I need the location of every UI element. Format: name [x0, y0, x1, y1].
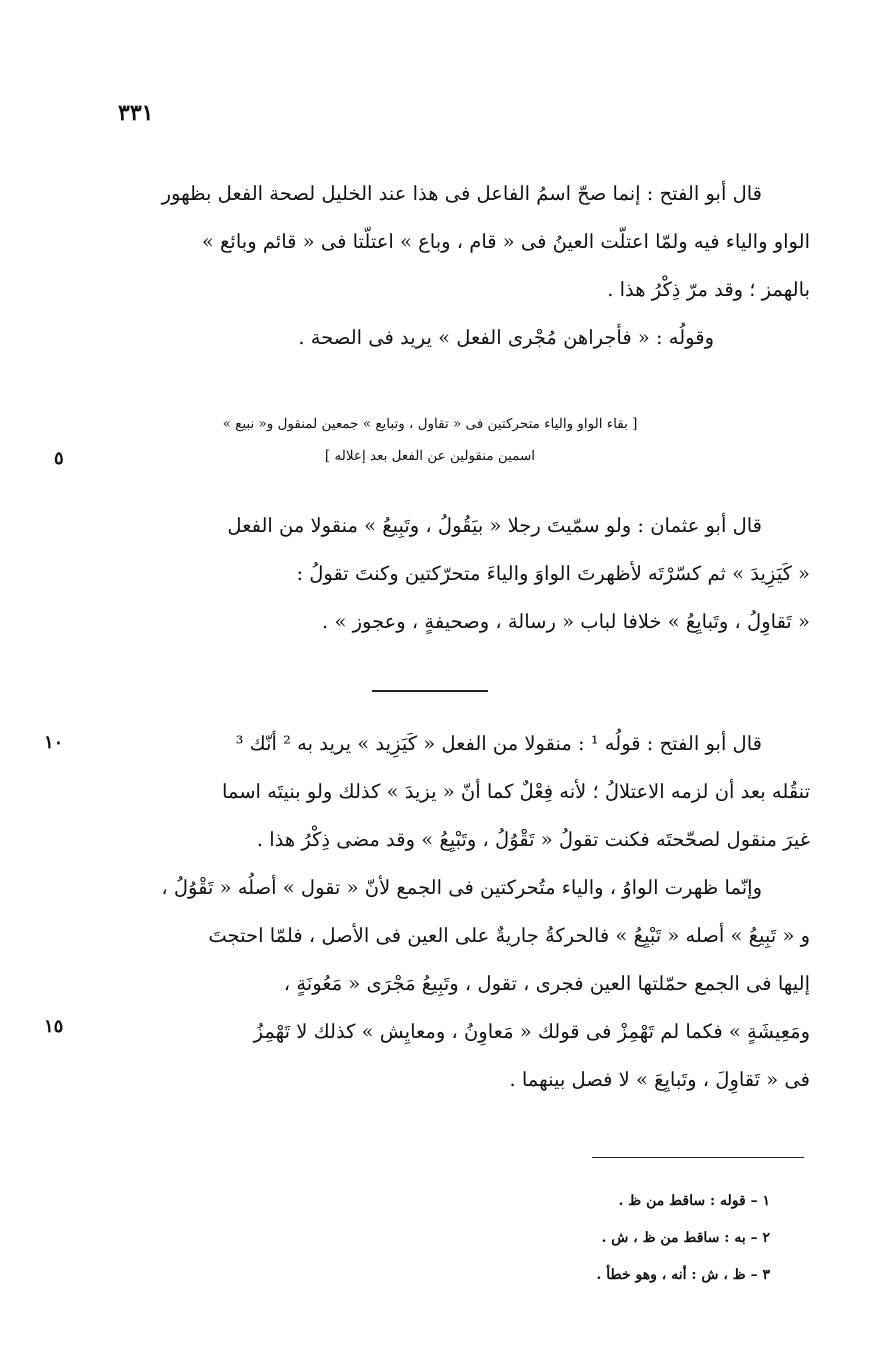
text-line: « تَقاوِلُ ، وتَبايِعُ » خلافا لباب « رسالة ، وصحيفةٍ ، وعجوز » .: [322, 610, 810, 633]
text-line: قال أبو الفتح : إنما صحّ اسمُ الفاعل فى هذا عند الخليل لصحة الفعل بظهور: [161, 182, 762, 205]
text-line: ومَعِيشَةٍ » فكما لم تَهْمِزْ فى قولك « مَعاوِنُ ، ومعايِش » كذلك لا تَهْمِزُ: [253, 1020, 810, 1043]
page-number: ٣٣١: [118, 100, 154, 126]
text-line: بالهمز ؛ وقد مرّ ذِكْرُ هذا .: [607, 278, 810, 301]
text-line: وقولُه : « فأجراهن مُجْرى الفعل » يريد فى الصحة .: [298, 326, 714, 349]
text-line: « كَيَزِيدَ » ثم كسّرْتَه لأظهرتَ الواوَ والياءَ متحرّكتين وكنتَ تقولُ :: [296, 562, 810, 585]
text-line: فى « تَقاوِلَ ، وتَبايِعَ » لا فصل بينهما .: [509, 1068, 810, 1091]
text-line: تنقُله بعد أن لزمه الاعتلالُ ؛ لأنه فِعْلٌ كما أنّ « يزيدَ » كذلك ولو بنيتَه اسما: [221, 780, 810, 803]
text-line: قال أبو الفتح : قولُه ¹ : منقولا من الفعل « كَيَزِيد » يريد به ² أنّك ³: [235, 732, 762, 755]
commentary-block: [70, 720, 810, 1104]
section-heading: [150, 408, 710, 472]
paragraph-3: [70, 502, 810, 646]
footnotes: [300, 1183, 770, 1294]
section-heading-line: [ بقاء الواو والياء متحركتين فى « تقاول ، وتبايع » جمعين لمنقول و« نبيع »: [222, 416, 638, 432]
text-line: إليها فى الجمع حمّلتها العين فجرى ، تقول ، وتَبِيعُ مَجْرَى « مَعُونَةٍ ،: [283, 972, 810, 995]
line-number-15: ١٥: [44, 1016, 64, 1037]
text-line: غيرَ منقول لصحّحتَه فكنت تقولُ « تَقْوُلُ ، وتَبْيِعُ » وقد مضى ذِكْرُ هذا .: [256, 828, 810, 851]
section-divider: [372, 690, 488, 692]
line-number-10: ١٠: [44, 732, 64, 753]
footnote: ١ – قوله : ساقط من ظ .: [618, 1193, 770, 1209]
text-line: قال أبو عثمان : ولو سمّيتَ رجلا « بيَقُولُ ، وتَبِيعُ » منقولا من الفعل: [227, 514, 762, 537]
paragraph-1: [70, 170, 810, 362]
footnote-rule: [592, 1157, 804, 1158]
section-heading-line: اسمين منقولين عن الفعل بعد إعلاله ]: [324, 448, 536, 464]
text-line: و « تَبِيعُ » أصله « تَبْيِعُ » فالحركةُ جاريةٌ على العين فى الأصل ، فلمّا احتجتَ: [208, 924, 810, 947]
text-line: الواو والياء فيه ولمّا اعتلّت العينُ فى « قام ، وباع » اعتلّتا فى « قائم وبائع »: [201, 230, 810, 253]
text-line: وإنّما ظهرت الواوُ ، والياء متُحركتين فى الجمع لأنّ « تقول » أصلُه « تَقْوُلُ ،: [161, 876, 762, 899]
footnote: ٢ – به : ساقط من ظ ، ش .: [601, 1230, 770, 1246]
footnote: ٣ – ظ ، ش : أنه ، وهو خطأ .: [596, 1267, 770, 1283]
line-number-5: ٥: [54, 448, 64, 469]
